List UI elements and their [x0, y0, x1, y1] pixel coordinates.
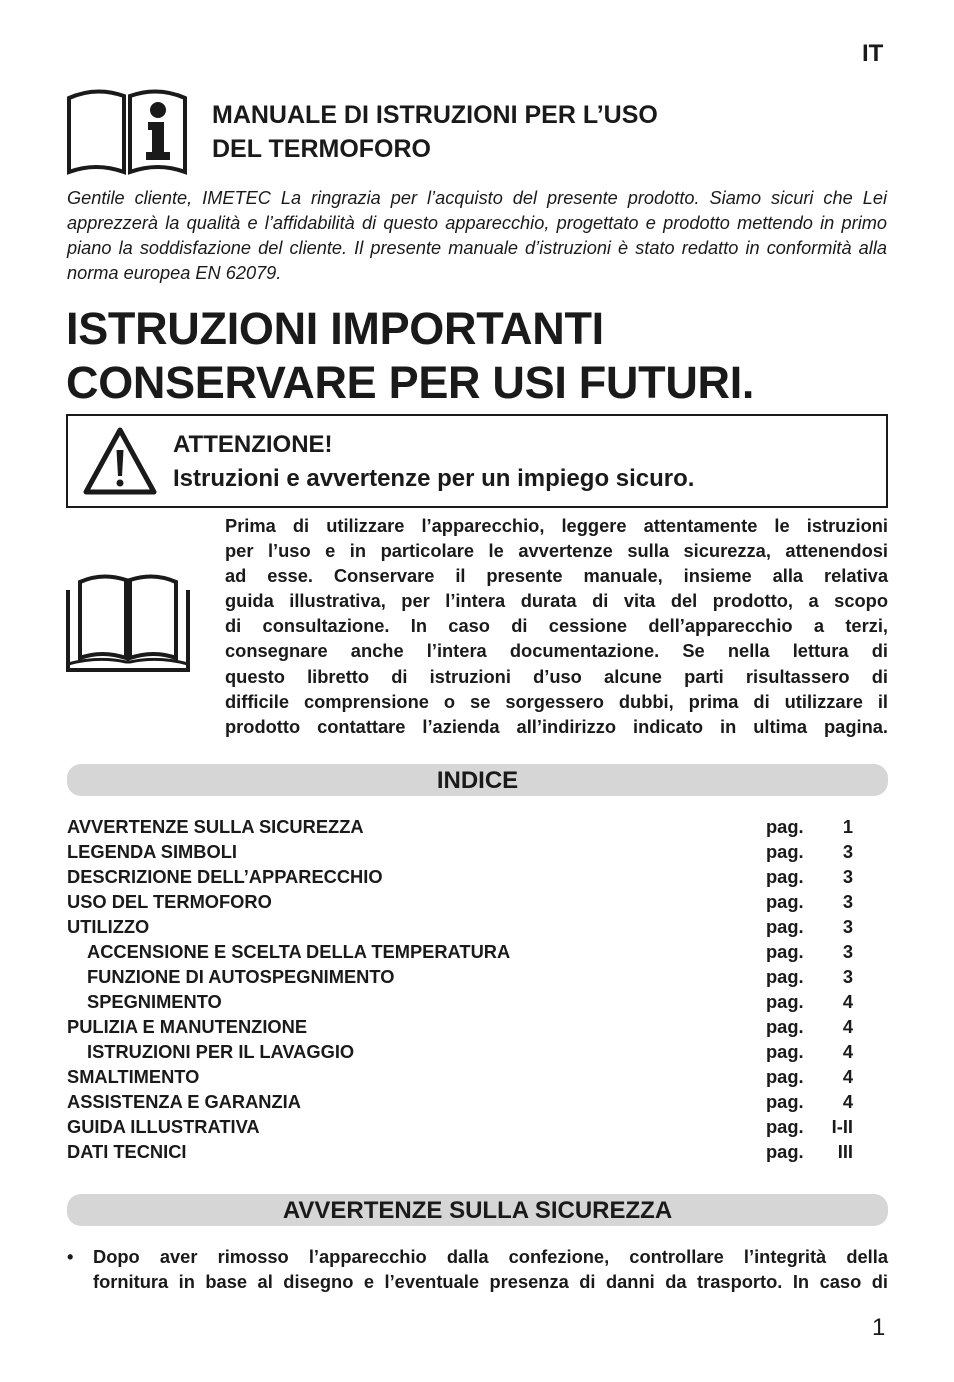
- toc-entry-label: ASSISTENZA E GARANZIA: [67, 1091, 301, 1112]
- toc-entry-label: LEGENDA SIMBOLI: [67, 841, 237, 862]
- toc-entry-page: 4: [842, 991, 853, 1012]
- toc-entry-pag: pag.: [766, 841, 804, 862]
- toc-entry[interactable]: [67, 889, 857, 914]
- important-heading-line2: CONSERVARE PER USI FUTURI.: [66, 357, 755, 408]
- index-section-header: INDICE: [67, 764, 888, 796]
- warning-box: [66, 414, 888, 508]
- toc-subentry[interactable]: [67, 989, 857, 1014]
- table-of-contents: [67, 814, 857, 1164]
- toc-entry-pag: pag.: [766, 966, 804, 987]
- language-code: IT: [862, 40, 884, 67]
- open-book-icon: [66, 568, 190, 674]
- instructions-line: Prima di utilizzare l’apparecchio, leggere attentamente le istruzioni: [225, 515, 888, 536]
- toc-entry-page: 3: [842, 966, 853, 987]
- toc-entry[interactable]: [67, 1089, 857, 1114]
- toc-entry[interactable]: [67, 1139, 857, 1164]
- toc-entry-pag: pag.: [766, 991, 804, 1012]
- instructions-line: ad esse. Conservare il presente manuale, insieme alla relativa: [225, 565, 888, 587]
- toc-subentry[interactable]: [67, 964, 857, 989]
- instructions-line: prodotto contattare l’azienda all’indirizzo indicato in ultima pagina.: [225, 715, 888, 737]
- toc-entry-page: 4: [842, 1091, 853, 1112]
- toc-entry-pag: pag.: [766, 1041, 804, 1062]
- toc-entry[interactable]: [67, 1014, 857, 1039]
- warning-title: ATTENZIONE!: [173, 431, 333, 458]
- toc-entry-label: UTILIZZO: [67, 916, 150, 937]
- toc-entry-label: PULIZIA E MANUTENZIONE: [67, 1016, 308, 1037]
- toc-entry-pag: pag.: [766, 1066, 804, 1087]
- manual-title-line1: MANUALE DI ISTRUZIONI PER L’USO: [212, 101, 658, 129]
- toc-entry-pag: pag.: [766, 1141, 804, 1162]
- toc-entry-page: 3: [842, 941, 853, 962]
- safety-section-header: AVVERTENZE SULLA SICUREZZA: [67, 1194, 888, 1226]
- manual-title-line2: DEL TERMOFORO: [212, 135, 431, 163]
- toc-entry-label: SPEGNIMENTO: [87, 991, 222, 1012]
- toc-entry-page: 3: [842, 841, 853, 862]
- toc-entry[interactable]: [67, 1064, 857, 1089]
- toc-entry-pag: pag.: [766, 1091, 804, 1112]
- important-heading-line1: ISTRUZIONI IMPORTANTI: [66, 303, 604, 354]
- instructions-paragraph: [225, 513, 888, 739]
- warning-text: [173, 428, 694, 496]
- toc-entry[interactable]: [67, 839, 857, 864]
- toc-entry-pag: pag.: [766, 866, 804, 887]
- toc-entry-label: DESCRIZIONE DELL’APPARECCHIO: [67, 866, 383, 887]
- instructions-line: guida illustrativa, per l’intera durata di vita del prodotto, a scopo: [225, 590, 888, 612]
- toc-entry-page: 4: [842, 1016, 853, 1037]
- safety-bullet-item: [67, 1244, 888, 1294]
- important-heading: [66, 302, 754, 410]
- toc-entry-pag: pag.: [766, 916, 804, 937]
- bullet-line: Dopo aver rimosso l’apparecchio dalla confezione, controllare l’integrità della: [93, 1246, 888, 1267]
- toc-entry-page: 4: [842, 1066, 853, 1087]
- toc-entry-pag: pag.: [766, 941, 804, 962]
- toc-entry-label: AVVERTENZE SULLA SICUREZZA: [67, 816, 364, 837]
- instructions-line: questo libretto di istruzioni d’uso alcune parti risultassero di: [225, 665, 888, 687]
- instructions-line: difficile comprensione o se sorgessero dubbi, prima di utilizzare il: [225, 690, 888, 712]
- bullet-line: fornitura in base al disegno e l’eventuale presenza di danni da trasporto. In caso di: [93, 1271, 888, 1292]
- instructions-line: di consultazione. In caso di cessione dell’apparecchio a terzi,: [225, 615, 888, 637]
- warning-triangle-icon: [82, 426, 158, 496]
- bullet-dot: •: [67, 1246, 74, 1267]
- info-manual-icon: [66, 88, 188, 176]
- toc-entry-label: GUIDA ILLUSTRATIVA: [67, 1116, 260, 1137]
- instructions-line: per l’uso e in particolare le avvertenze sulla sicurezza, attenendosi: [225, 540, 888, 562]
- toc-entry[interactable]: [67, 814, 857, 839]
- toc-entry-page: 1: [842, 816, 853, 837]
- toc-entry-page: 3: [842, 866, 853, 887]
- toc-entry-page: 3: [842, 891, 853, 912]
- toc-entry-pag: pag.: [766, 1016, 804, 1037]
- toc-entry-pag: pag.: [766, 1116, 804, 1137]
- toc-entry-page: III: [837, 1141, 853, 1162]
- toc-entry-pag: pag.: [766, 816, 804, 837]
- toc-subentry[interactable]: [67, 939, 857, 964]
- toc-entry-label: ISTRUZIONI PER IL LAVAGGIO: [87, 1041, 355, 1062]
- toc-entry-label: SMALTIMENTO: [67, 1066, 200, 1087]
- intro-paragraph: Gentile cliente, IMETEC La ringrazia per l’acquisto del presente prodotto. Siamo sicuri che Lei apprezzerà la qualità e l’affidabilità di questo apparecchio, progettato e prodotto mettendo in primo piano la soddisfazione del cliente. Il presente manuale d’istruzioni è stato redatto in conformità alla norma europea EN 62079.: [67, 188, 887, 283]
- toc-entry-label: DATI TECNICI: [67, 1141, 187, 1162]
- toc-entry-label: FUNZIONE DI AUTOSPEGNIMENTO: [87, 966, 395, 987]
- toc-entry[interactable]: [67, 914, 857, 939]
- toc-entry-page: 3: [842, 916, 853, 937]
- toc-entry-page: 4: [842, 1041, 853, 1062]
- page-number: 1: [872, 1314, 886, 1341]
- toc-subentry[interactable]: [67, 1039, 857, 1064]
- toc-entry-page: I-II: [831, 1116, 853, 1137]
- warning-subtitle: Istruzioni e avvertenze per un impiego sicuro.: [173, 465, 695, 492]
- instructions-line: consegnare anche l’intera documentazione. Se nella lettura di: [225, 640, 888, 662]
- toc-entry-label: USO DEL TERMOFORO: [67, 891, 272, 912]
- toc-entry[interactable]: [67, 864, 857, 889]
- toc-entry-label: ACCENSIONE E SCELTA DELLA TEMPERATURA: [87, 941, 511, 962]
- manual-title: [212, 98, 658, 166]
- toc-entry-pag: pag.: [766, 891, 804, 912]
- toc-entry[interactable]: [67, 1114, 857, 1139]
